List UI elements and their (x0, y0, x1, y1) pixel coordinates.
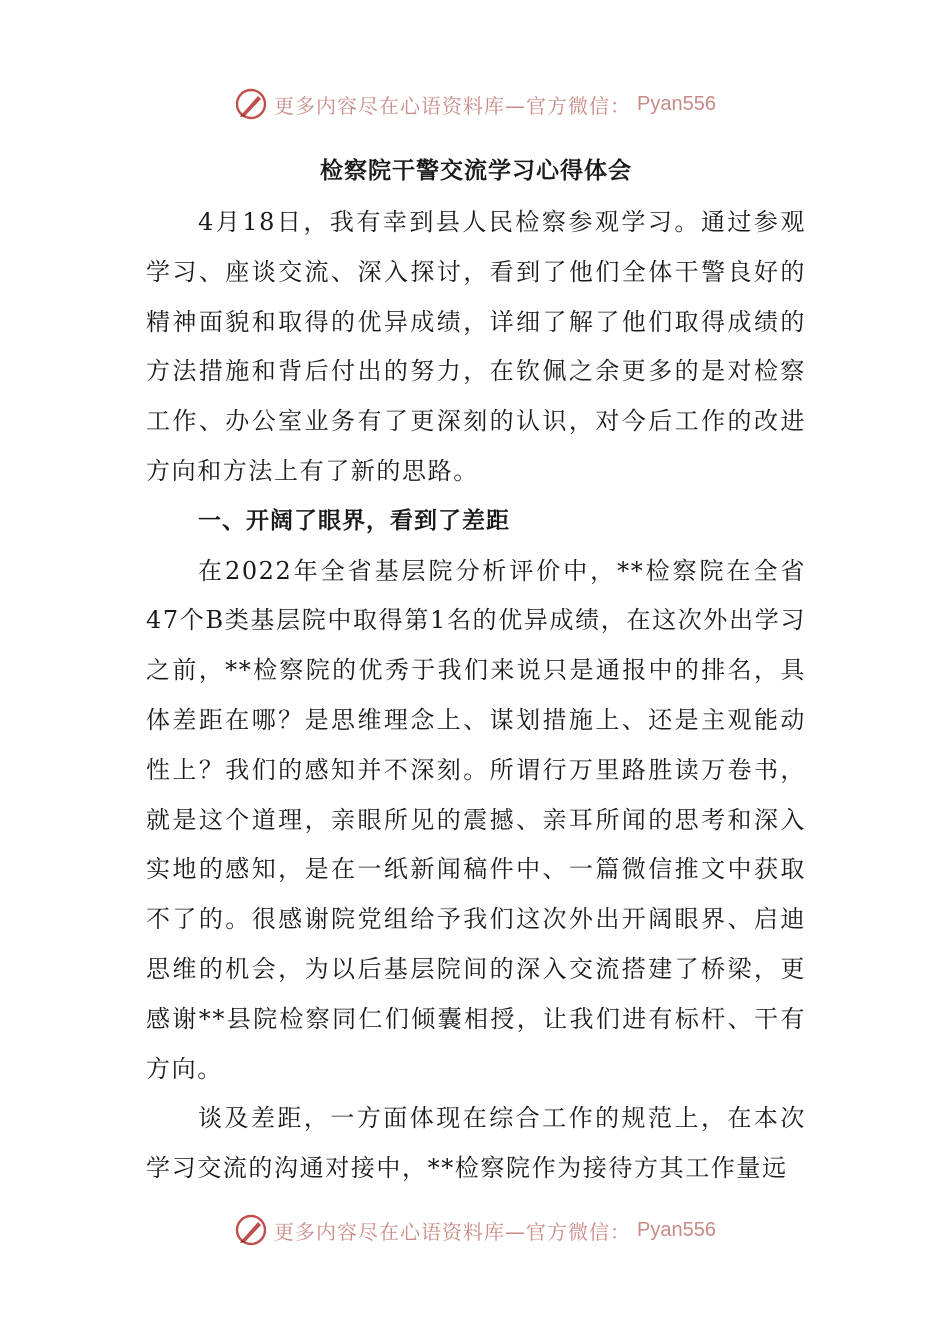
pen-logo-icon (234, 87, 268, 121)
watermark-header (0, 82, 950, 126)
watermark-wechat-id: Pyan556 (637, 92, 716, 115)
watermark-text: 更多内容尽在心语资料库—官方微信： (274, 1219, 632, 1244)
pen-logo-icon (234, 1213, 268, 1247)
watermark-text: 更多内容尽在心语资料库—官方微信： (274, 93, 632, 118)
document-body (146, 150, 806, 1194)
paragraph-section-1: 在2022年全省基层院分析评价中，**检察院在全省47个B类基层院中取得第1名的优异成绩，在这次外出学习之前，**检察院的优秀于我们来说只是通报中的排名，具体差距在哪？是思维理念上、谋划措施上、还是主观能动性上？我们的感知并不深刻。所谓行万里路胜读万卷书，就是这个道理，亲眼所见的震撼、亲耳所闻的思考和深入实地的感知，是在一纸新闻稿件中、一篇微信推文中获取不了的。很感谢院党组给予我们这次外出开阔眼界、启迪思维的机会，为以后基层院间的深入交流搭建了桥梁，更感谢**县院检察同仁们倾囊相授，让我们进有标杆、干有方向。 (146, 556, 806, 1083)
watermark-wechat-id: Pyan556 (637, 1218, 716, 1241)
paragraph-gap-discussion: 谈及差距，一方面体现在综合工作的规范上，在本次学习交流的沟通对接中，**检察院作为接待方其工作量远 (146, 1104, 806, 1183)
watermark-footer (0, 1208, 950, 1252)
section-heading-1: 一、开阔了眼界，看到了差距 (198, 507, 510, 534)
document-title: 检察院干警交流学习心得体会 (320, 158, 632, 184)
paragraph-intro: 4月18日，我有幸到县人民检察参观学习。通过参观学习、座谈交流、深入探讨，看到了他们全体干警良好的精神面貌和取得的优异成绩，详细了解了他们取得成绩的方法措施和背后付出的努力，在钦佩之余更多的是对检察工作、办公室业务有了更深刻的认识，对今后工作的改进方向和方法上有了新的思路。 (146, 208, 806, 485)
